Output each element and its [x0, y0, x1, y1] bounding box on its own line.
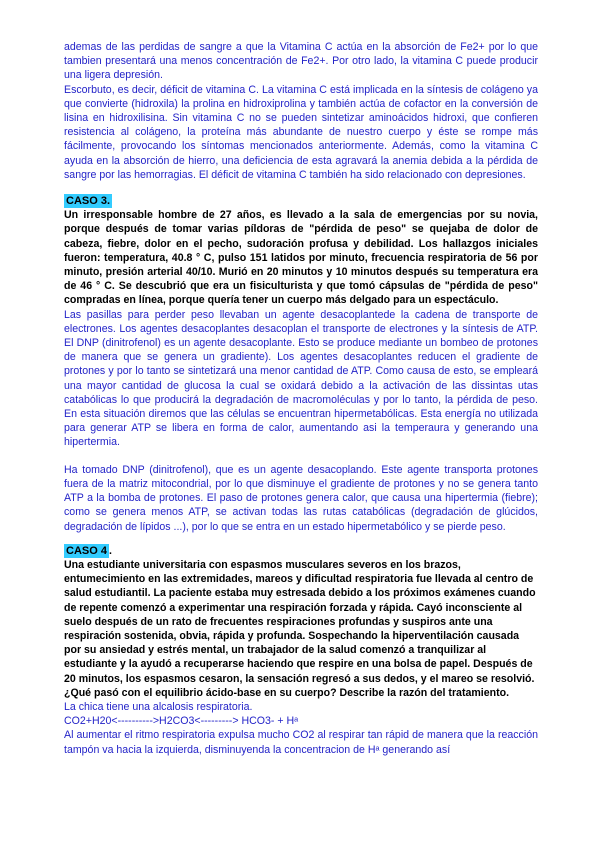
case-3-answer-1: Las pasillas para perder peso llevaban un agente desacoplantede la cadena de transporte de electrones. Los agentes desacoplantes desacoplan el transporte de electrones y la síntesis de ATP. El DNP (dinitrofenol) es un agente desacoplante. Esto se produce mediante un bombeo de protones de manera que se genera un gradiente). Los agentes desacoplantes reducen el gradiente de protones y por lo tanto se sintetizará una menor cantidad de ATP. Como causa de esto, se empleará una mayor cantidad de glucosa la cual se oxidará debido a la activación de las dissintas utas catabólicas lo que producirá la degradación de macromoléculas y por lo tanto, la pérdida de peso. En esta situación diremos que las células se encuentran hipermetabólicas. Esta energía no utilizada para generar ATP se libera en forma de calor, aumentando asi la temperaura y generando una hipertermia.	[64, 308, 538, 449]
case-4-heading: CASO 4	[66, 544, 107, 557]
intro-paragraph-1: ademas de las perdidas de sangre a que la Vitamina C actúa en la absorción de Fe2+ por lo que tambien presentará una menos concentración de Fe2+. Por otro lado, la vitamina C puede producir una ligera depresión.	[64, 41, 538, 82]
case-3-answer-2: Ha tomado DNP (dinitrofenol), que es un agente desacoplando. Este agente transporta protones fuera de la matriz mitocondrial, por lo que disminuye el gradiente de protones y no se genera tanto ATP a la bomba de protones. El paso de protones genera calor, que causa una hipertermia (fiebre); como se genera menos ATP, se activan todas las rutas catabólicas (degradación de glúcidos, degradación de lípidos ...), por lo que se entra en un estado hipermetabólico y se pierde peso.	[64, 463, 538, 533]
case-4-question: Una estudiante universitaria con espasmos musculares severos en los brazos, entumecimiento en las extremidades, mareos y dificultad respiratoria fue llevada al centro de salud estudiantil. La paciente estaba muy estresada debido a los próximos exámenes cuando de repente comenzó a experimentar una respiración forzada y rápida. Cayó inconsciente al suelo después de un rato de frecuentes respiraciones profundas y suspiros ante una respiración sostenida, obvia, rápida y profunda. Sospechando la hiperventilación causada por su ansiedad y estrés mental, un trabajador de la salud comenzó a tranquilizar al estudiante y la ayudó a recuperarse haciendo que respire en una bolsa de papel. Después de 20 minutos, los espasmos cesaron, la sensación regresó a sus dedos, y el mareo se resolvió. ¿Qué pasó con el equilibrio ácido-base en su cuerpo? Describe la razón del tratamiento.	[64, 558, 536, 699]
intro-paragraph-2: Escorbuto, es decir, déficit de vitamina C. La vitamina C está implicada en la síntesis de colágeno ya que convierte (hidroxila) la prolina en hidroxiprolina y también actúa de cofactor en la conversión de lisina en hidroxilisina. Sin vitamina C no se pueden sintetizar aminoácidos hidroxi, que confieren resistencia al colágeno, la proteína más abundante de nuestro cuerpo y éste se rompe más fácilmente, provocando los síntomas mencionados anteriormente. Además, como la vitamina C ayuda en la absorción de hierro, una deficiencia de esta agravará la anemia debida a la pérdida de sangre por las hemorragias. El déficit de vitamina C también ha sido relacionado con depresiones.	[64, 83, 538, 181]
document-page	[64, 40, 538, 757]
case-4-answer-line-3: Al aumentar el ritmo respiratoria expulsa mucho CO2 al respirar tan rápid de manera que la reacción tampón va hacia la izquierda, disminuyenda la concentracion de Hᵃ generando así	[64, 729, 538, 756]
case-4-section	[64, 544, 538, 757]
case-3-question: Un irresponsable hombre de 27 años, es llevado a la sala de emergencias por su novia, porque después de tomar varias píldoras de "pérdida de peso" se quejaba de dolor de cabeza, fiebre, dolor en el pecho, sudoración profusa y debilidad. Los hallazgos iniciales fueron: temperatura, 40.8 ° C, pulso 151 latidos por minuto, frecuencia respiratoria de 56 por minuto, presión arterial 40/10. Murió en 20 minutos y 10 minutos después su temperatura era de 46 ° C. Se descubrió que era un fisiculturista y que tomó cápsulas de "pérdida de peso" compradas en línea, porque quería tener un cuerpo más delgado para un espectáculo.	[64, 209, 538, 307]
case-3-heading: CASO 3.	[66, 195, 111, 208]
case-4-heading-dot: .	[108, 544, 112, 557]
case-4-answer-line-2: CO2+H20<---------->H2CO3<---------> HCO3- + Hᵃ	[64, 715, 299, 728]
case-3-section	[64, 182, 538, 534]
case-4-answer-line-1: La chica tiene una alcalosis respiratoria.	[64, 700, 253, 713]
